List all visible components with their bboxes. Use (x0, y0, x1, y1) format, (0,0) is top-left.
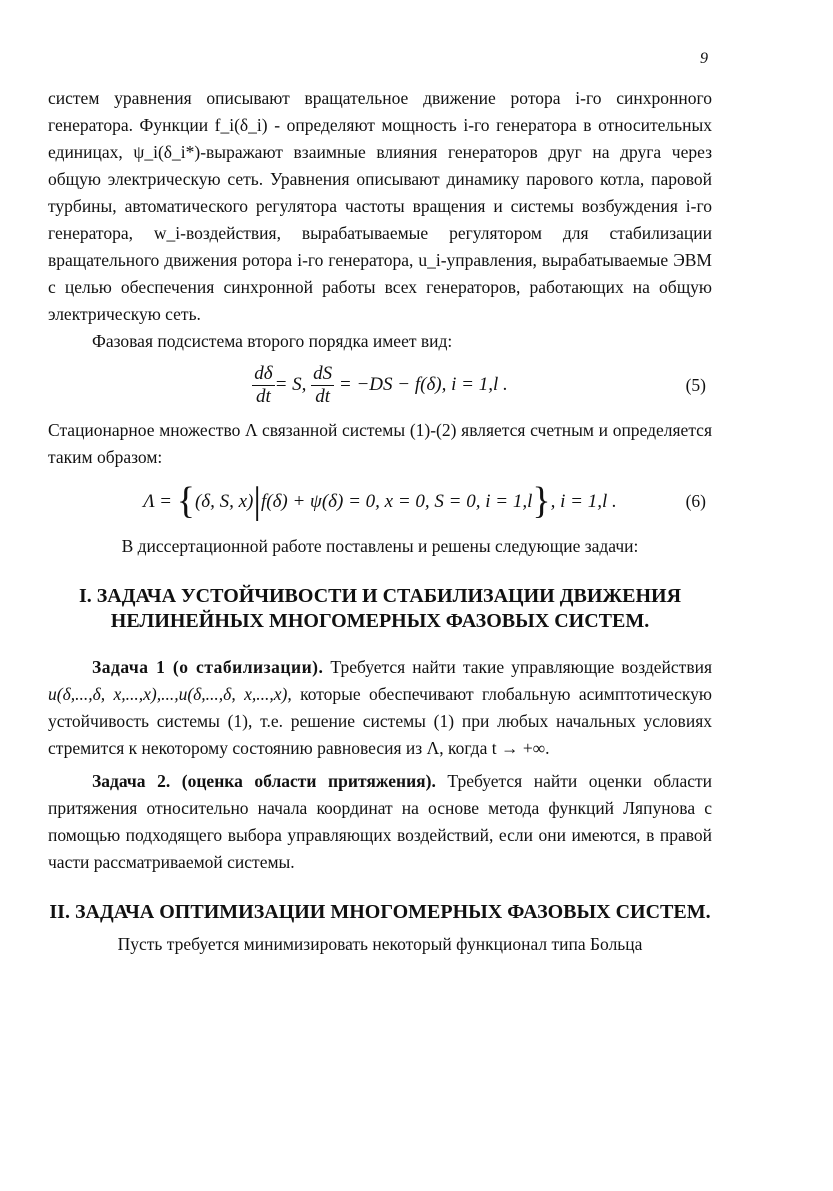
paragraph-intro: систем уравнения описывают вращательное движение ротора i-го синхронного генератора. Функции f_i(δ_i) - определяют мощность i-го генератора в относительных единицах, ψ_i(δ_i*)-выражают взаимные влияния генераторов друг на друга через общую электрическую сеть. Уравнения описывают динамику парового котла, паровой турбины, автоматического регулятора частоты вращения и системы возбуждения i-го генератора, w_i-воздействия, вырабатываемые регулятором для стабилизации вращательного движения ротора i-го генератора, u_i-управления, вырабатываемые ЭВМ с целью обеспечения синхронной работы всех генераторов, работающих на общую электрическую сеть. (48, 88, 712, 324)
right-brace: } (532, 480, 551, 522)
set-separator: | (253, 480, 261, 522)
task-1-math: u(δ,...,δ, x,...,x),...,u(δ,...,δ, x,...,x), (48, 684, 292, 704)
task-2-label: Задача 2. (оценка области притяжения). (92, 771, 436, 791)
paragraph-tasks-intro: В диссертационной работе поставлены и решены следующие задачи: (121, 536, 639, 556)
formula-6-number: (6) (685, 491, 706, 511)
paragraph-task-1: Задача 1 (о стабилизации). Требуется найти такие управляющие воздействия u(δ,...,δ, x,...,x),...,u(δ,...,δ, x,...,x), которые обеспечивают глобальную асимптотическую устойчивость системы (1), т.е. решение системы (1) при любых начальных условиях стремится к некоторому состоянию равновесия из Λ, когда t → +∞. (48, 657, 713, 758)
heading-section-1: I. ЗАДАЧА УСТОЙЧИВОСТИ И СТАБИЛИЗАЦИИ ДВИЖЕНИЯ НЕЛИНЕЙНЫХ МНОГОМЕРНЫХ ФАЗОВЫХ СИСТЕМ. (78, 585, 682, 632)
formula-6 (48, 473, 712, 529)
paragraph-stationary-set: Стационарное множество Λ связанной системы (1)-(2) является счетным и определяется таким образом: (48, 420, 712, 467)
fraction-ds-dt: $\frac{dS}{dt}$ (313, 363, 333, 408)
heading-section-2: II. ЗАДАЧА ОПТИМИЗАЦИИ МНОГОМЕРНЫХ ФАЗОВЫХ СИСТЕМ. (49, 901, 711, 923)
paragraph-task-2: Задача 2. (оценка области притяжения). Требуется найти оценки области притяжения относительно начала координат на основе метода функций Ляпунова с помощью подходящего выбора управляющих воздействий, если они имеются, в правой части рассматриваемой системы. (48, 771, 712, 872)
document-body (48, 85, 712, 958)
page-number: 9 (700, 50, 708, 67)
fraction-ddelta-dt: $\frac{d\delta}{dt}$ (254, 363, 273, 408)
paragraph-bolza: Пусть требуется минимизировать некоторый функционал типа Больца (117, 934, 643, 954)
formula-5-rhs: = −DS − f(δ), i = 1,l . (338, 374, 508, 395)
task-1-label: Задача 1 (о стабилизации). (92, 657, 324, 677)
formula-6-expression: Λ = {(δ, S, x)|f(δ) + ψ(δ) = 0, x = 0, S = 0, i = 1,l}, i = 1,l . (143, 480, 617, 522)
paragraph-phase-subsystem: Фазовая подсистема второго порядка имеет вид: (92, 331, 453, 351)
left-brace: { (176, 480, 195, 522)
formula-5 (48, 357, 712, 413)
formula-5-expression (48, 357, 712, 413)
formula-5-mid: = S, (274, 374, 312, 395)
formula-5-number: (5) (685, 375, 706, 395)
